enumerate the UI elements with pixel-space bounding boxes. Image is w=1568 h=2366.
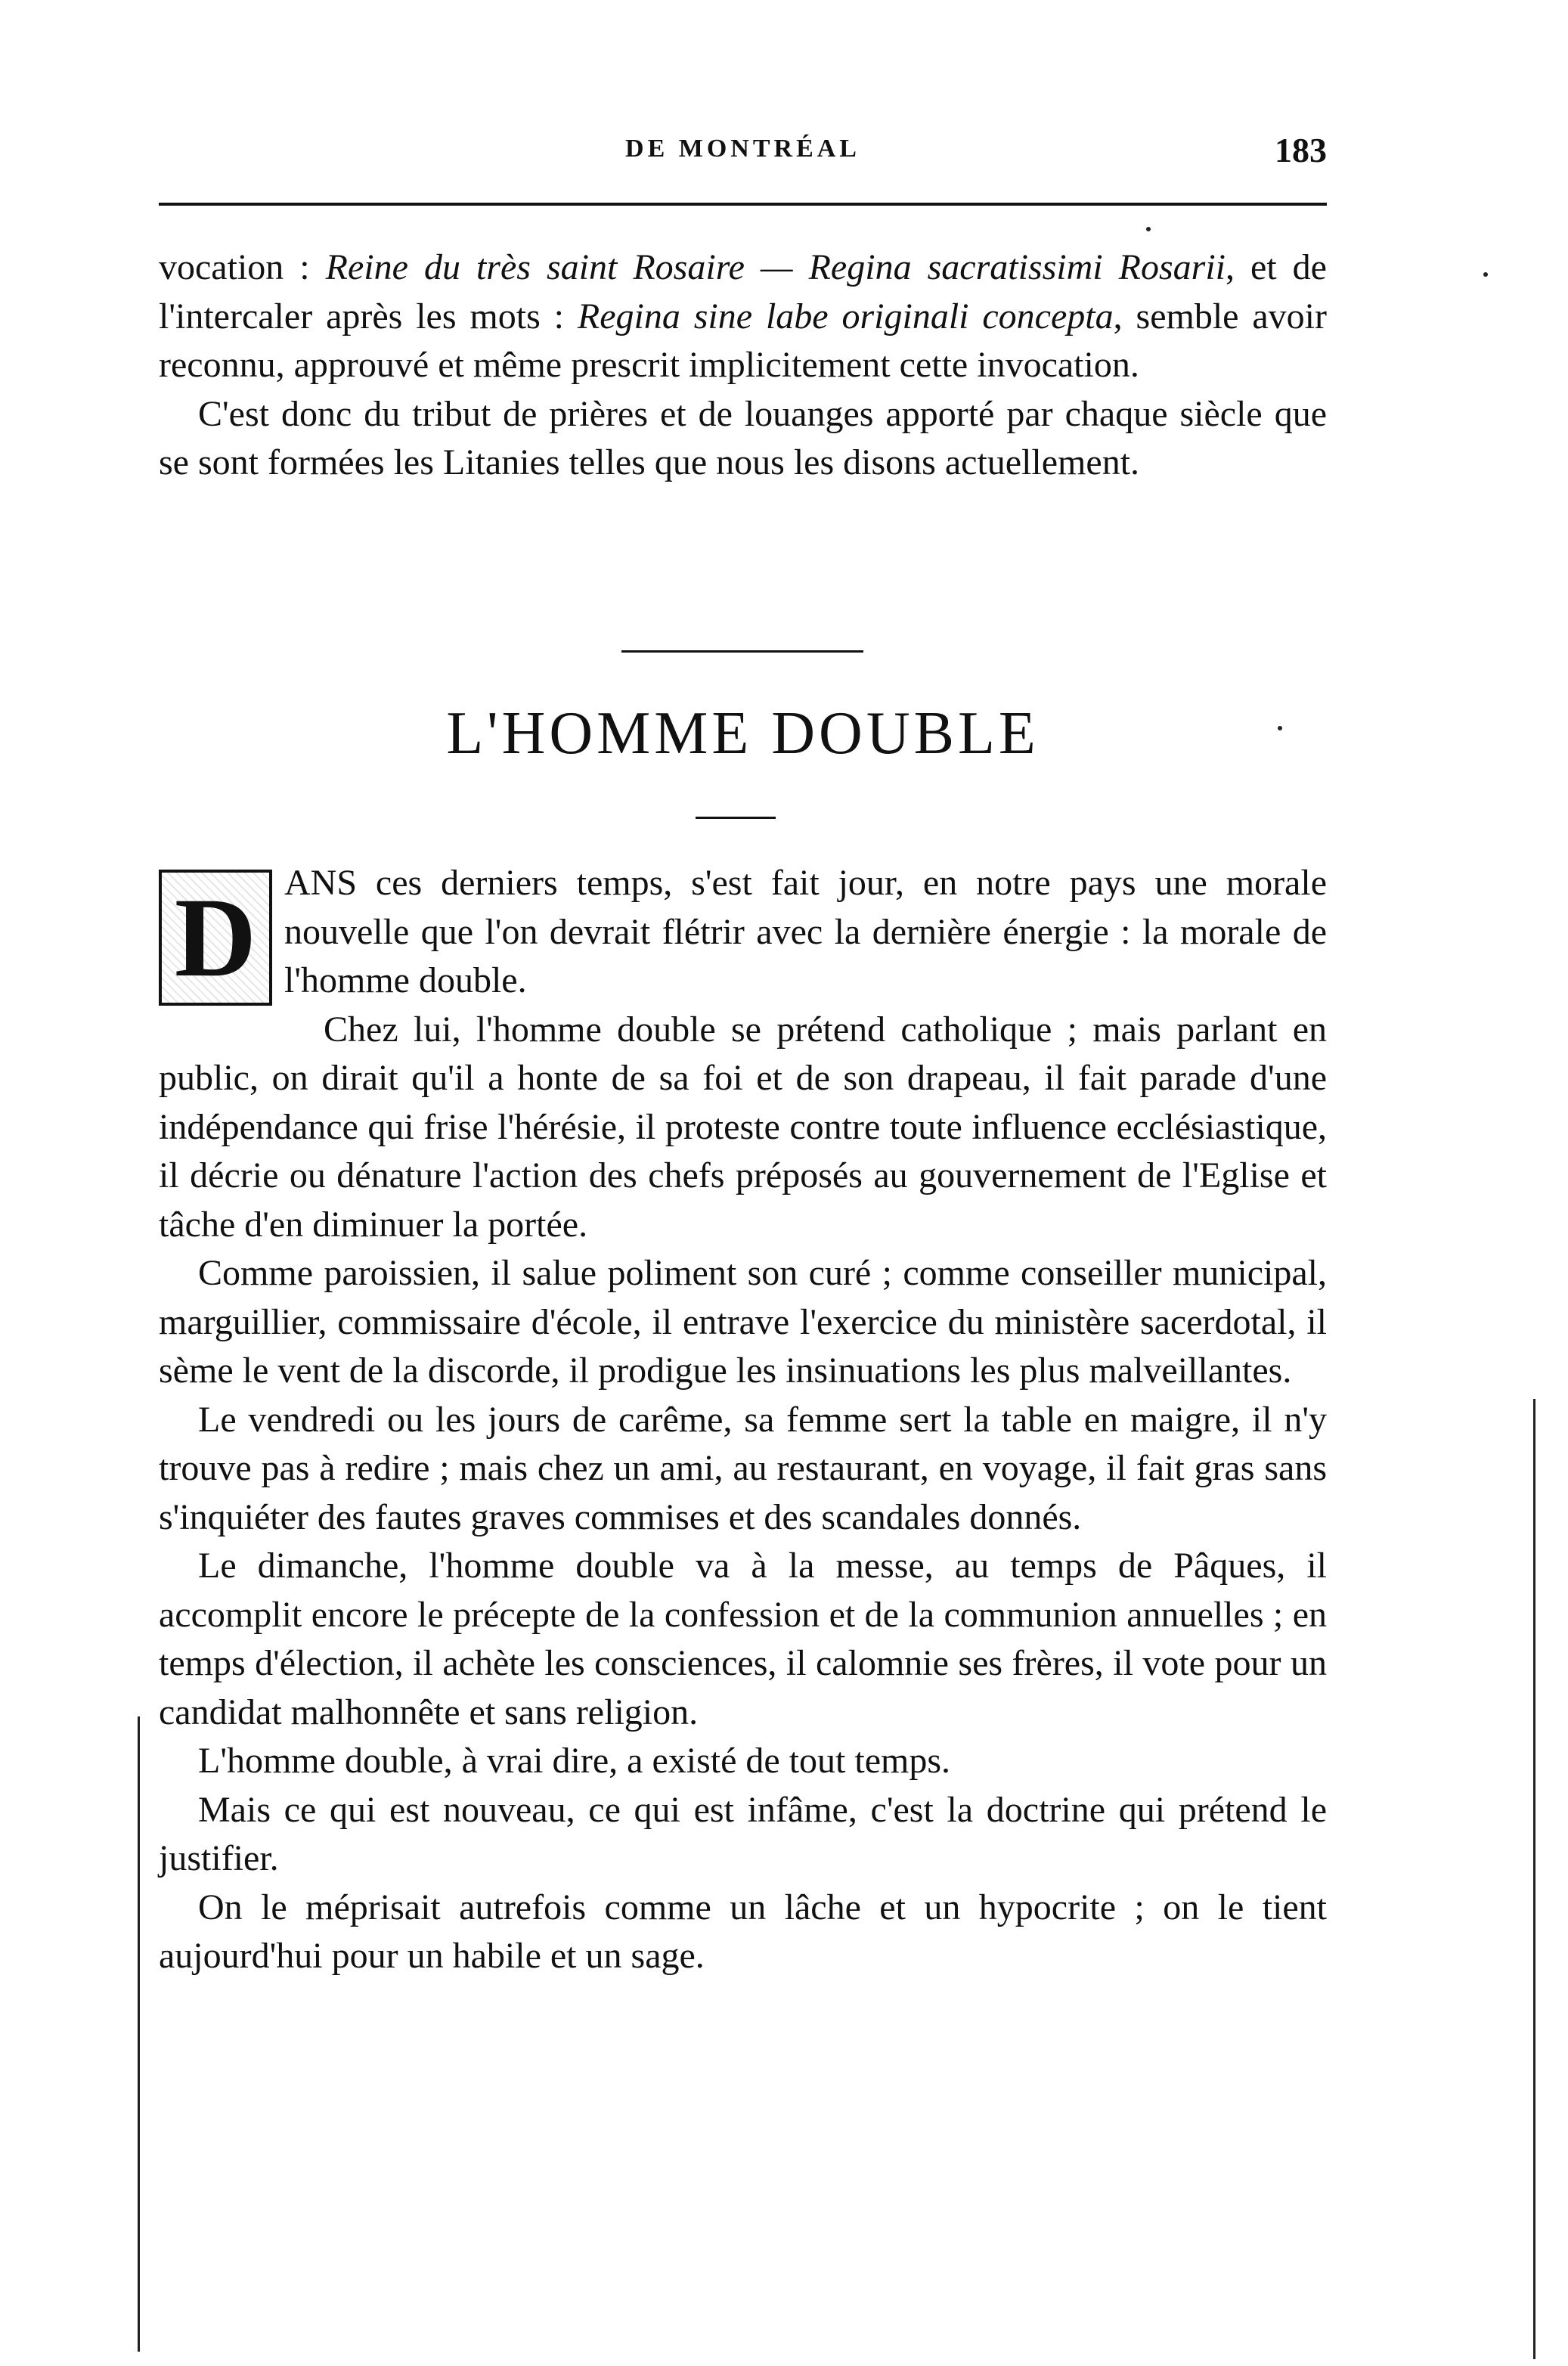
section-separator — [621, 650, 863, 653]
paragraph-dimanche: Le dimanche, l'homme double va à la messe, au temps de Pâques, il accomplit encore le précepte de la confession et de la communion annuelles ; en temps d'élection, il achète les consciences, il calomnie ses frères, il vote pour un candidat malhonnête et sans religion. — [159, 1546, 1327, 1732]
scan-speck — [1146, 227, 1151, 231]
text-run: vocation : — [159, 247, 326, 287]
dropcap-letter: D — [174, 875, 257, 1000]
italic-invocation: Reine du très saint Rosaire — Regina sacratissimi Rosarii — [325, 247, 1226, 287]
running-title: DE MONTRÉAL — [625, 135, 860, 163]
header-rule — [159, 203, 1327, 206]
ornamental-dropcap — [159, 870, 272, 1006]
scan-margin-line-left — [138, 1716, 140, 2352]
text-run: , et de l'intercaler après les mots : — [159, 247, 1327, 336]
paragraph-vocation — [159, 243, 1327, 390]
paragraph-vendredi: Le vendredi ou les jours de carême, sa femme sert la table en maigre, il n'y trouve pas à redire ; mais chez un ami, au restaurant, en voyage, il fait gras sans s'inquiéter des fautes graves commises et des scandales donnés. — [159, 1399, 1327, 1537]
previous-section-ending — [159, 243, 1327, 488]
text-run: , semble avoir reconnu, approuvé et même prescrit implicitement cette invocation. — [159, 296, 1327, 385]
section-title: L'HOMME DOUBLE — [446, 700, 1040, 767]
paragraph-existe: L'homme double, à vrai dire, a existé de tout temps. — [198, 1741, 951, 1781]
italic-regina-sine-labe: Regina sine labe originali concepta — [577, 296, 1114, 336]
title-underline — [696, 817, 776, 819]
scan-speck — [1278, 726, 1282, 730]
page-number: 183 — [1275, 131, 1327, 169]
running-head — [159, 131, 1327, 188]
paragraph-litanies: C'est donc du tribut de prières et de louanges apporté par chaque siècle que se sont formées les Litanies telles que nous les disons actuellement. — [159, 393, 1327, 482]
paragraph-opening: ANS ces derniers temps, s'est fait jour, en notre pays une morale nouvelle que l'on devrait flétrir avec la dernière énergie : la morale de l'homme double. — [284, 863, 1327, 1000]
paragraph-chez-lui: Chez lui, l'homme double se prétend catholique ; mais parlant en public, on dirait qu'il a honte de sa foi et de son drapeau, il fait parade d'une indépendance qui frise l'hérésie, il proteste contre toute influence ecclésiastique, il décrie ou dénature l'action des chefs préposés au gouvernement de l'Eglise et tâche d'en diminuer la portée. — [159, 1009, 1327, 1245]
section-body — [159, 859, 1327, 1981]
paragraph-meprisait: On le méprisait autrefois comme un lâche et un hypocrite ; on le tient aujourd'hui pour un habile et un sage. — [159, 1887, 1327, 1976]
scan-margin-line-right — [1533, 1399, 1535, 2359]
paragraph-nouveau: Mais ce qui est nouveau, ce qui est infâme, c'est la doctrine qui prétend le justifier. — [159, 1789, 1327, 1878]
paragraph-paroissien: Comme paroissien, il salue poliment son curé ; comme conseiller municipal, marguillier, commissaire d'école, il entrave l'exercice du ministère sacerdotal, il sème le vent de la discorde, il prodigue les insinuations les plus malveillantes. — [159, 1253, 1327, 1391]
scan-speck — [1483, 272, 1488, 277]
